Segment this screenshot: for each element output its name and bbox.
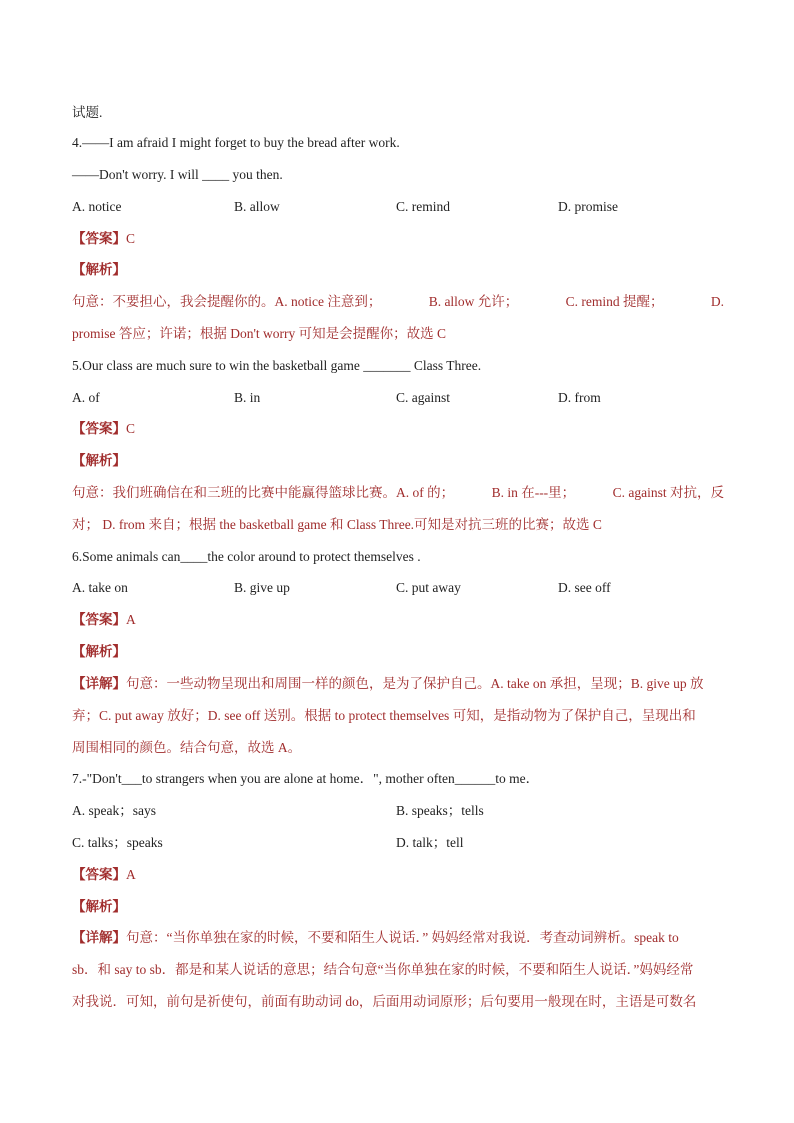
q6-option-a: A. take on <box>72 580 128 595</box>
q5-option-d: D. from <box>558 390 601 405</box>
answer-value: A <box>126 612 136 627</box>
q7-option-d: D. talk；tell <box>396 835 464 850</box>
q6-analysis-label: 【解析】 <box>72 644 126 659</box>
q7-option-a: A. speak；says <box>72 803 156 818</box>
q7-explanation-text-1: 句意：“当你单独在家的时候，不要和陌生人说话．” 妈妈经常对我说．考查动词辨析。speak to <box>126 930 679 945</box>
answer-value: A <box>126 867 136 882</box>
q4-option-b: B. allow <box>234 199 280 214</box>
q5-explanation-segment-3: C. against 对抗，反 <box>612 485 724 500</box>
answer-label: 【答案】 <box>72 612 126 627</box>
answer-value: C <box>126 421 136 436</box>
q5-stem-line-1: 5.Our class are much sure to win the basketball game _______ Class Three. <box>72 358 482 373</box>
q4-explanation-line-1 <box>72 293 724 311</box>
q4-option-c: C. remind <box>396 199 450 214</box>
q5-explanation-segment-2: B. in 在---里； <box>491 485 576 500</box>
q4-analysis-label: 【解析】 <box>72 262 126 277</box>
q7-stem-line-1: 7.-"Don't___to strangers when you are alone at home．", mother often______to me． <box>72 771 540 786</box>
q6-explanation-text-1: 句意：一些动物呈现出和周围一样的颜色，是为了保护自己。A. take on 承担，呈现；B. give up 放 <box>126 676 704 691</box>
q5-answer <box>72 420 135 438</box>
detail-label: 【详解】 <box>72 930 126 945</box>
q7-analysis-label: 【解析】 <box>72 899 126 914</box>
answer-label: 【答案】 <box>72 421 126 436</box>
q4-explanation-segment-1: 句意：不要担心，我会提醒你的。A. notice 注意到； <box>72 294 382 309</box>
q5-option-b: B. in <box>234 390 261 405</box>
q5-analysis-label: 【解析】 <box>72 453 126 468</box>
q4-answer <box>72 230 135 248</box>
q4-stem-line-1: 4.——I am afraid I might forget to buy the bread after work. <box>72 135 400 150</box>
q7-option-c: C. talks；speaks <box>72 835 163 850</box>
q4-explanation-segment-2: B. allow 允许； <box>428 294 519 309</box>
q6-explanation-line-2: 弃；C. put away 放好；D. see off 送别。根据 to protect themselves 可知，是指动物为了保护自己，呈现出和 <box>72 708 696 723</box>
q4-explanation-segment-3: C. remind 提醒； <box>565 294 664 309</box>
q4-option-d: D. promise <box>558 199 618 214</box>
q7-explanation-line-3: 对我说．可知，前句是祈使句，前面有助动词 do，后面用动词原形；后句要用一般现在时，主语是可数名 <box>72 994 697 1009</box>
q6-option-d: D. see off <box>558 580 611 595</box>
q6-option-c: C. put away <box>396 580 461 595</box>
q5-explanation-segment-1: 句意：我们班确信在和三班的比赛中能赢得篮球比赛。A. of 的； <box>72 485 455 500</box>
q5-option-c: C. against <box>396 390 450 405</box>
q5-explanation-line-2: 对； D. from 来自；根据 the basketball game 和 Class Three.可知是对抗三班的比赛；故选 C <box>72 517 602 532</box>
q7-answer <box>72 866 136 884</box>
detail-label: 【详解】 <box>72 676 126 691</box>
answer-label: 【答案】 <box>72 867 126 882</box>
q5-option-a: A. of <box>72 390 100 405</box>
q6-explanation-line-3: 周围相同的颜色。结合句意，故选 A。 <box>72 740 302 755</box>
q7-explanation-line-1 <box>72 929 679 947</box>
q6-option-b: B. give up <box>234 580 290 595</box>
q6-explanation-line-1 <box>72 675 703 693</box>
q4-stem-line-2: ——Don't worry. I will ____ you then. <box>72 167 283 182</box>
q4-explanation-segment-4: D. <box>710 294 724 309</box>
q4-option-a: A. notice <box>72 199 122 214</box>
answer-value: C <box>126 231 136 246</box>
q6-answer <box>72 611 136 629</box>
q4-explanation-line-2: promise 答应；许诺；根据 Don't worry 可知是会提醒你；故选 C <box>72 326 447 341</box>
q7-explanation-line-2: sb．和 say to sb．都是和某人说话的意思；结合句意“当你单独在家的时候，不要和陌生人说话．”妈妈经常 <box>72 962 694 977</box>
answer-label: 【答案】 <box>72 231 126 246</box>
q5-explanation-line-1 <box>72 484 724 502</box>
q6-stem-line-1: 6.Some animals can____the color around to protect themselves . <box>72 549 421 564</box>
intro-text: 试题. <box>72 105 103 120</box>
q7-option-b: B. speaks；tells <box>396 803 484 818</box>
